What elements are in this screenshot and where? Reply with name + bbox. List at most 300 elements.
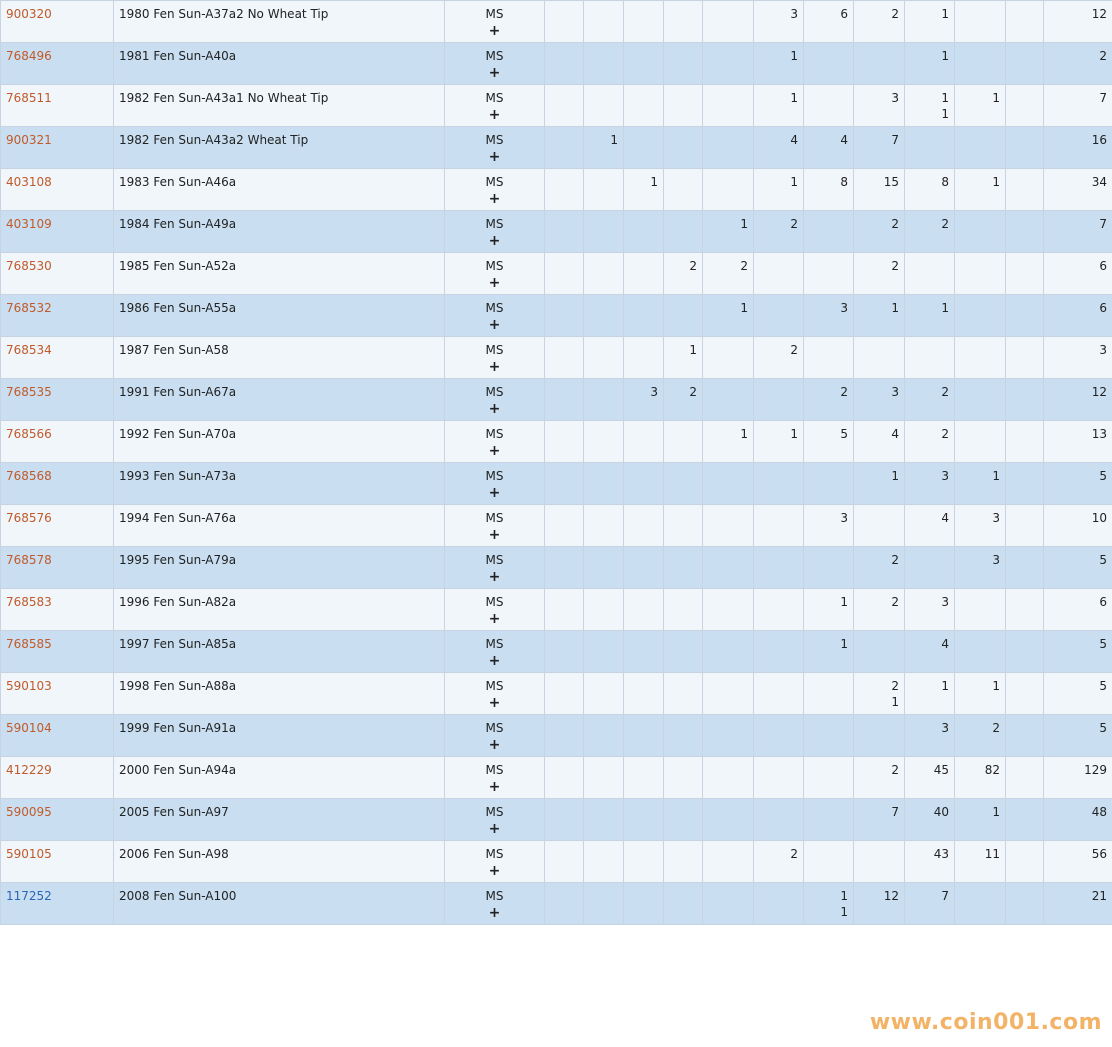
expand-plus-icon[interactable]: + <box>488 23 501 39</box>
grade-count-cell <box>955 883 1006 925</box>
grade-count-cell <box>754 631 804 673</box>
grade-count-cell <box>754 463 804 505</box>
grade-count-cell <box>703 715 754 757</box>
cert-id-link[interactable]: 590103 <box>6 679 52 693</box>
grade-count-cell <box>905 715 955 757</box>
grade-count-cell <box>955 799 1006 841</box>
expand-plus-icon[interactable]: + <box>488 107 501 123</box>
grade-count-cell <box>584 547 624 589</box>
table-row <box>1 295 1112 337</box>
grade-label: MS <box>485 679 504 693</box>
cert-id-link[interactable]: 768535 <box>6 385 52 399</box>
grade-count: 2 <box>891 7 899 21</box>
grade-count-cell <box>854 127 905 169</box>
grade-count-cell <box>703 85 754 127</box>
cert-id-link[interactable]: 590105 <box>6 847 52 861</box>
grade-cell <box>445 1 545 43</box>
grade-count-cell <box>854 169 905 211</box>
cert-id-cell <box>1 883 114 925</box>
grade-count-cell <box>545 337 584 379</box>
grade-count-cell <box>545 715 584 757</box>
coin-name-cell: 2006 Fen Sun-A98 <box>114 841 445 883</box>
grade-count-cell <box>905 337 955 379</box>
table-row <box>1 757 1112 799</box>
cert-id-cell <box>1 799 114 841</box>
cert-id-link[interactable]: 768583 <box>6 595 52 609</box>
grade-count: 1 <box>891 469 899 483</box>
cert-id-cell <box>1 1 114 43</box>
grade-count: 7 <box>891 805 899 819</box>
grade-count: 1 <box>610 133 618 147</box>
expand-plus-icon[interactable]: + <box>488 191 501 207</box>
grade-count-cell <box>905 799 955 841</box>
grade-count-cell <box>1006 673 1044 715</box>
expand-plus-icon[interactable]: + <box>488 443 501 459</box>
grade-count: 2 <box>941 217 949 231</box>
grade-count-cell <box>854 673 905 715</box>
grade-count-cell <box>664 85 703 127</box>
grade-count: 1 <box>992 469 1000 483</box>
grade-label: MS <box>485 763 504 777</box>
table-row <box>1 631 1112 673</box>
grade-label: MS <box>485 469 504 483</box>
grade-count-cell <box>584 421 624 463</box>
cert-id-link[interactable]: 768532 <box>6 301 52 315</box>
grade-count-cell <box>804 505 854 547</box>
grade-count: 1 <box>941 49 949 63</box>
grade-label: MS <box>485 637 504 651</box>
table-body <box>1 1 1112 925</box>
cert-id-link[interactable]: 768511 <box>6 91 52 105</box>
grade-count-cell <box>754 85 804 127</box>
grade-count: 4 <box>891 427 899 441</box>
grade-count: 3 <box>840 511 848 525</box>
grade-label: MS <box>485 91 504 105</box>
coin-name-cell: 1999 Fen Sun-A91a <box>114 715 445 757</box>
grade-count-cell <box>754 715 804 757</box>
total-cell: 12 <box>1044 1 1112 43</box>
table-row <box>1 715 1112 757</box>
grade-count-cell <box>955 463 1006 505</box>
grade-count-cell <box>703 421 754 463</box>
grade-count-cell <box>1006 463 1044 505</box>
grade-cell <box>445 631 545 673</box>
grade-count-cell <box>955 589 1006 631</box>
grade-count: 2 <box>891 259 899 273</box>
coin-name-cell: 1994 Fen Sun-A76a <box>114 505 445 547</box>
grade-cell <box>445 253 545 295</box>
table-row <box>1 883 1112 925</box>
cert-id-cell <box>1 841 114 883</box>
grade-count-cell <box>955 337 1006 379</box>
grade-label: MS <box>485 259 504 273</box>
grade-count-cell <box>955 43 1006 85</box>
grade-cell <box>445 883 545 925</box>
grade-count-cell <box>664 43 703 85</box>
coin-name-cell: 1982 Fen Sun-A43a1 No Wheat Tip <box>114 85 445 127</box>
grade-count-cell <box>754 43 804 85</box>
cert-id-link[interactable]: 403108 <box>6 175 52 189</box>
grade-count-cell <box>545 631 584 673</box>
grade-count-cell <box>1006 379 1044 421</box>
grade-count-cell <box>905 253 955 295</box>
expand-plus-icon[interactable]: + <box>488 737 501 753</box>
grade-count-cell <box>955 379 1006 421</box>
grade-count-cell <box>1006 253 1044 295</box>
grade-label: MS <box>485 595 504 609</box>
grade-count-cell <box>624 379 664 421</box>
expand-plus-icon[interactable]: + <box>488 149 501 165</box>
grade-count-cell <box>624 211 664 253</box>
grade-count-cell <box>584 799 624 841</box>
grade-count-cell <box>664 589 703 631</box>
grade-count-cell <box>754 253 804 295</box>
grade-count: 2 <box>740 259 748 273</box>
grade-count-cell <box>703 211 754 253</box>
grade-count-cell <box>804 379 854 421</box>
grade-count-cell <box>905 379 955 421</box>
grade-count-cell <box>584 757 624 799</box>
grade-count-cell <box>703 169 754 211</box>
cert-id-cell <box>1 43 114 85</box>
grade-count-cell <box>624 757 664 799</box>
grade-count-cell <box>584 589 624 631</box>
grade-count-cell <box>545 463 584 505</box>
coin-name-cell: 1982 Fen Sun-A43a2 Wheat Tip <box>114 127 445 169</box>
grade-count: 3 <box>941 469 949 483</box>
grade-count-cell <box>905 631 955 673</box>
grade-cell <box>445 295 545 337</box>
grade-count-cell <box>703 253 754 295</box>
grade-cell <box>445 211 545 253</box>
grade-count-cell <box>955 85 1006 127</box>
grade-count-cell <box>754 127 804 169</box>
cert-id-cell <box>1 421 114 463</box>
total-cell: 21 <box>1044 883 1112 925</box>
expand-plus-icon[interactable]: + <box>488 821 501 837</box>
grade-count: 1 <box>941 7 949 21</box>
cert-id-cell <box>1 85 114 127</box>
grade-count: 3 <box>941 595 949 609</box>
grade-count: 4 <box>840 133 848 147</box>
coin-name-cell: 1986 Fen Sun-A55a <box>114 295 445 337</box>
expand-plus-icon[interactable]: + <box>488 611 501 627</box>
grade-count-cell <box>754 589 804 631</box>
grade-count-cell <box>545 211 584 253</box>
grade-count-cell <box>584 211 624 253</box>
cert-id-link[interactable]: 768534 <box>6 343 52 357</box>
grade-count: 3 <box>941 721 949 735</box>
grade-count-cell <box>664 295 703 337</box>
cert-id-cell <box>1 211 114 253</box>
grade-count-cell <box>545 547 584 589</box>
grade-count: 1 <box>840 595 848 609</box>
grade-count-cell <box>854 43 905 85</box>
grade-count-cell <box>624 883 664 925</box>
grade-count-cell <box>664 547 703 589</box>
grade-count: 40 <box>933 805 949 819</box>
expand-plus-icon[interactable]: + <box>488 653 501 669</box>
grade-count: 4 <box>790 133 798 147</box>
grade-count-cell <box>754 841 804 883</box>
coin-name-cell: 2008 Fen Sun-A100 <box>114 883 445 925</box>
cert-id-link[interactable]: 768576 <box>6 511 52 525</box>
grade-count-cell <box>624 631 664 673</box>
table-row <box>1 1 1112 43</box>
grade-count-cell <box>754 883 804 925</box>
cert-id-cell <box>1 295 114 337</box>
grade-count-cell <box>804 169 854 211</box>
grade-count-cell <box>905 43 955 85</box>
grade-count: 1 <box>992 805 1000 819</box>
grade-count-cell <box>545 1 584 43</box>
grade-count: 4 <box>941 637 949 651</box>
grade-count-cell <box>624 673 664 715</box>
grade-count: 2 <box>891 763 899 777</box>
coin-name-cell: 1991 Fen Sun-A67a <box>114 379 445 421</box>
cert-id-link[interactable]: 768496 <box>6 49 52 63</box>
grade-count-cell <box>854 211 905 253</box>
grade-count: 1 <box>992 679 1000 693</box>
grade-count-cell <box>1006 85 1044 127</box>
coin-name-cell: 1998 Fen Sun-A88a <box>114 673 445 715</box>
grade-count-cell <box>754 673 804 715</box>
expand-plus-icon[interactable]: + <box>488 569 501 585</box>
grade-count-cell <box>584 673 624 715</box>
grade-count-cell <box>624 589 664 631</box>
grade-label: MS <box>485 553 504 567</box>
grade-count-cell <box>584 253 624 295</box>
expand-plus-icon[interactable]: + <box>488 359 501 375</box>
expand-plus-icon[interactable]: + <box>488 863 501 879</box>
grade-count: 2 <box>891 679 899 693</box>
table-row <box>1 169 1112 211</box>
grade-label: MS <box>485 805 504 819</box>
grade-count: 8 <box>941 175 949 189</box>
cert-id-cell <box>1 337 114 379</box>
grade-count-cell <box>664 715 703 757</box>
cert-id-link[interactable]: 412229 <box>6 763 52 777</box>
cert-id-link[interactable]: 768568 <box>6 469 52 483</box>
grade-count: 1 <box>790 91 798 105</box>
total-cell: 6 <box>1044 589 1112 631</box>
grade-count: 12 <box>883 889 899 903</box>
cert-id-link[interactable]: 768578 <box>6 553 52 567</box>
cert-id-link[interactable]: 768566 <box>6 427 52 441</box>
grade-count-cell <box>905 673 955 715</box>
grade-count-cell <box>584 715 624 757</box>
cert-id-cell <box>1 253 114 295</box>
grade-count-cell <box>854 715 905 757</box>
grade-cell <box>445 379 545 421</box>
cert-id-link[interactable]: 590095 <box>6 805 52 819</box>
grade-count-cell <box>854 379 905 421</box>
grade-count-cell <box>703 799 754 841</box>
expand-plus-icon[interactable]: + <box>488 65 501 81</box>
table-row <box>1 337 1112 379</box>
cert-id-link[interactable]: 900321 <box>6 133 52 147</box>
grade-count-cell <box>664 211 703 253</box>
grade-count-cell <box>804 295 854 337</box>
grade-count-cell <box>754 169 804 211</box>
grade-count-cell <box>703 757 754 799</box>
grade-count-cell <box>905 757 955 799</box>
total-cell: 5 <box>1044 715 1112 757</box>
grade-count-cell <box>754 547 804 589</box>
grade-count-cell <box>955 757 1006 799</box>
cert-id-link[interactable]: 403109 <box>6 217 52 231</box>
cert-id-link[interactable]: 768585 <box>6 637 52 651</box>
grade-count-cell <box>854 253 905 295</box>
expand-plus-icon[interactable]: + <box>488 275 501 291</box>
cert-id-link[interactable]: 117252 <box>6 889 52 903</box>
grade-cell <box>445 85 545 127</box>
coin-name-cell: 1984 Fen Sun-A49a <box>114 211 445 253</box>
grade-count-cell <box>804 43 854 85</box>
cert-id-link[interactable]: 900320 <box>6 7 52 21</box>
watermark: www.coin001.com <box>869 1010 1102 1035</box>
grade-cell <box>445 169 545 211</box>
cert-id-link[interactable]: 768530 <box>6 259 52 273</box>
table-row <box>1 547 1112 589</box>
grade-count-cell <box>854 589 905 631</box>
grade-count-cell <box>545 253 584 295</box>
grade-count-cell <box>664 799 703 841</box>
grade-count-cell <box>905 505 955 547</box>
cert-id-cell <box>1 673 114 715</box>
grade-count-cell <box>703 295 754 337</box>
grade-count-cell <box>905 211 955 253</box>
grade-count-cell <box>955 211 1006 253</box>
grade-count-cell <box>703 1 754 43</box>
grade-count-cell <box>804 883 854 925</box>
grade-count-cell <box>703 547 754 589</box>
total-cell: 16 <box>1044 127 1112 169</box>
grade-count-cell <box>1006 337 1044 379</box>
grade-cell <box>445 589 545 631</box>
cert-id-cell <box>1 589 114 631</box>
grade-count-cell <box>624 505 664 547</box>
expand-plus-icon[interactable]: + <box>488 527 501 543</box>
grade-count-cell <box>664 421 703 463</box>
grade-count-cell <box>854 883 905 925</box>
table-row <box>1 799 1112 841</box>
total-cell: 6 <box>1044 253 1112 295</box>
grade-count-cell <box>703 673 754 715</box>
grade-count-cell <box>754 1 804 43</box>
coin-name-cell: 1997 Fen Sun-A85a <box>114 631 445 673</box>
grade-cell <box>445 337 545 379</box>
grade-count-cell <box>664 841 703 883</box>
total-cell: 10 <box>1044 505 1112 547</box>
grade-count: 1 <box>992 175 1000 189</box>
grade-count-cell <box>703 463 754 505</box>
grade-label: MS <box>485 385 504 399</box>
grade-count-cell <box>624 85 664 127</box>
grade-count-cell <box>754 379 804 421</box>
grade-count-cell <box>584 169 624 211</box>
grade-count: 1 <box>891 301 899 315</box>
total-cell: 48 <box>1044 799 1112 841</box>
grade-count-cell <box>804 85 854 127</box>
grade-count: 7 <box>891 133 899 147</box>
grade-count-cell <box>664 337 703 379</box>
grade-label: MS <box>485 889 504 903</box>
grade-count-cell <box>905 421 955 463</box>
expand-plus-icon[interactable]: + <box>488 695 501 711</box>
grade-count: 3 <box>790 7 798 21</box>
grade-count-cell <box>703 127 754 169</box>
grade-count-cell <box>804 253 854 295</box>
grade-count-cell <box>955 631 1006 673</box>
expand-plus-icon[interactable]: + <box>488 317 501 333</box>
grade-count-cell <box>664 673 703 715</box>
expand-plus-icon[interactable]: + <box>488 401 501 417</box>
grade-count-cell <box>854 85 905 127</box>
grade-count: 8 <box>840 175 848 189</box>
grade-count: 2 <box>941 427 949 441</box>
grade-count: 2 <box>790 343 798 357</box>
grade-count-cell <box>1006 547 1044 589</box>
grade-count: 45 <box>933 763 949 777</box>
grade-count-cell <box>545 127 584 169</box>
expand-plus-icon[interactable]: + <box>488 485 501 501</box>
expand-plus-icon[interactable]: + <box>488 905 501 921</box>
grade-label: MS <box>485 7 504 21</box>
grade-count: 2 <box>689 385 697 399</box>
grade-count-cell <box>854 505 905 547</box>
coin-name-cell: 1996 Fen Sun-A82a <box>114 589 445 631</box>
grade-count-cell <box>545 589 584 631</box>
grade-count-cell <box>905 463 955 505</box>
grade-count: 2 <box>891 553 899 567</box>
table-row <box>1 463 1112 505</box>
grade-count-cell <box>804 799 854 841</box>
grade-count: 1 <box>790 427 798 441</box>
grade-count: 1 <box>740 301 748 315</box>
coin-name-cell: 1983 Fen Sun-A46a <box>114 169 445 211</box>
grade-count-cell <box>854 631 905 673</box>
grade-count-cell <box>955 841 1006 883</box>
grade-count-cell <box>1006 169 1044 211</box>
grade-count-cell <box>854 295 905 337</box>
cert-id-link[interactable]: 590104 <box>6 721 52 735</box>
grade-count-cell <box>1006 799 1044 841</box>
expand-plus-icon[interactable]: + <box>488 233 501 249</box>
grade-count-cell <box>545 799 584 841</box>
grade-count: 5 <box>840 427 848 441</box>
expand-plus-icon[interactable]: + <box>488 779 501 795</box>
grade-count-cell <box>584 295 624 337</box>
grade-count: 82 <box>984 763 1000 777</box>
grade-count-cell <box>703 43 754 85</box>
grade-count-cell <box>624 337 664 379</box>
grade-count-cell <box>624 463 664 505</box>
grade-count-cell <box>955 715 1006 757</box>
grade-count-cell <box>545 169 584 211</box>
total-cell: 12 <box>1044 379 1112 421</box>
grade-count-cell <box>804 757 854 799</box>
grade-count-cell <box>1006 127 1044 169</box>
grade-count-cell <box>905 589 955 631</box>
total-cell: 5 <box>1044 547 1112 589</box>
grade-count-cell <box>584 505 624 547</box>
grade-count-cell <box>545 841 584 883</box>
table-row <box>1 589 1112 631</box>
grade-count-cell <box>854 547 905 589</box>
grade-count-cell <box>584 43 624 85</box>
grade-count-cell <box>804 463 854 505</box>
